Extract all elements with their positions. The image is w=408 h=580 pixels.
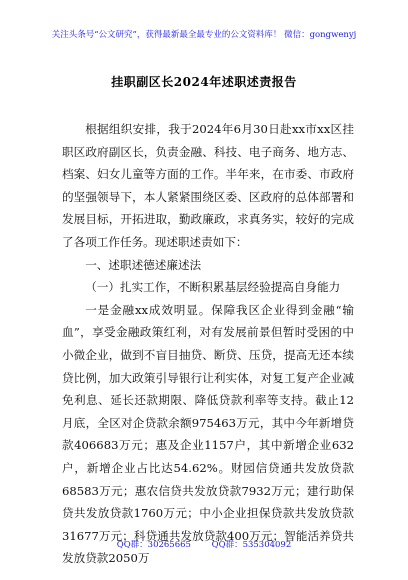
qq-group-footer [0, 538, 408, 550]
section-heading: 一、述职述德述廉述法 [85, 257, 202, 272]
intro-paragraph: 根据组织安排，我于2024年6月30日赴xx市xx区挂职区政府副区长，负责金融、科技、电子商务、地方志、档案、妇女儿童等方面的工作。半年来，在市委、市政府的坚强领导下，本人紧紧围绕区委、区政府的总体部署和发展目标，开拓进取，勤政廉政，求真务实，较好的完成了各项工作任务。现述职述责如下： [62, 122, 354, 249]
qq-group-2: QQ群：535304092 [211, 540, 292, 550]
promo-banner: 关注头条号“公文研究”，获得最新最全最专业的公文资料库！ 微信：gongwenyj [51, 30, 357, 40]
qq-group-1: QQ群：30265665 [116, 540, 191, 550]
subsection-heading: （一）扎实工作，不断积累基层经验提高自身能力 [85, 280, 341, 295]
page-title: 挂职副区长2024年述职述责报告 [111, 75, 297, 89]
body-paragraph: 一是金融xx成效明显。保障我区企业得到金融“输血”，享受金融政策红利，对有发展前景但暂时受困的中小微企业，做到不盲目抽贷、断贷、压贷，提高无还本续贷比例，加大政策引导银行让利实体，对复工复产企业减免利息、延长还款期限、降低贷款利率等支持。截止12月底，全区对企贷款余额975463万元，其中今年新增贷款406683万元；惠及企业1157户，其中新增企业632户，新增企业占比达54.62%。财园信贷通共发放贷款68583万元；惠农信贷共发放贷款7932万元；建行助保贷共发放贷款1760万元；中小企业担保贷款共发放贷款31677万元；科贷通共发放贷款400万元；智能活养贷共发放贷款2050万 [62, 302, 354, 566]
document-body [62, 118, 354, 570]
